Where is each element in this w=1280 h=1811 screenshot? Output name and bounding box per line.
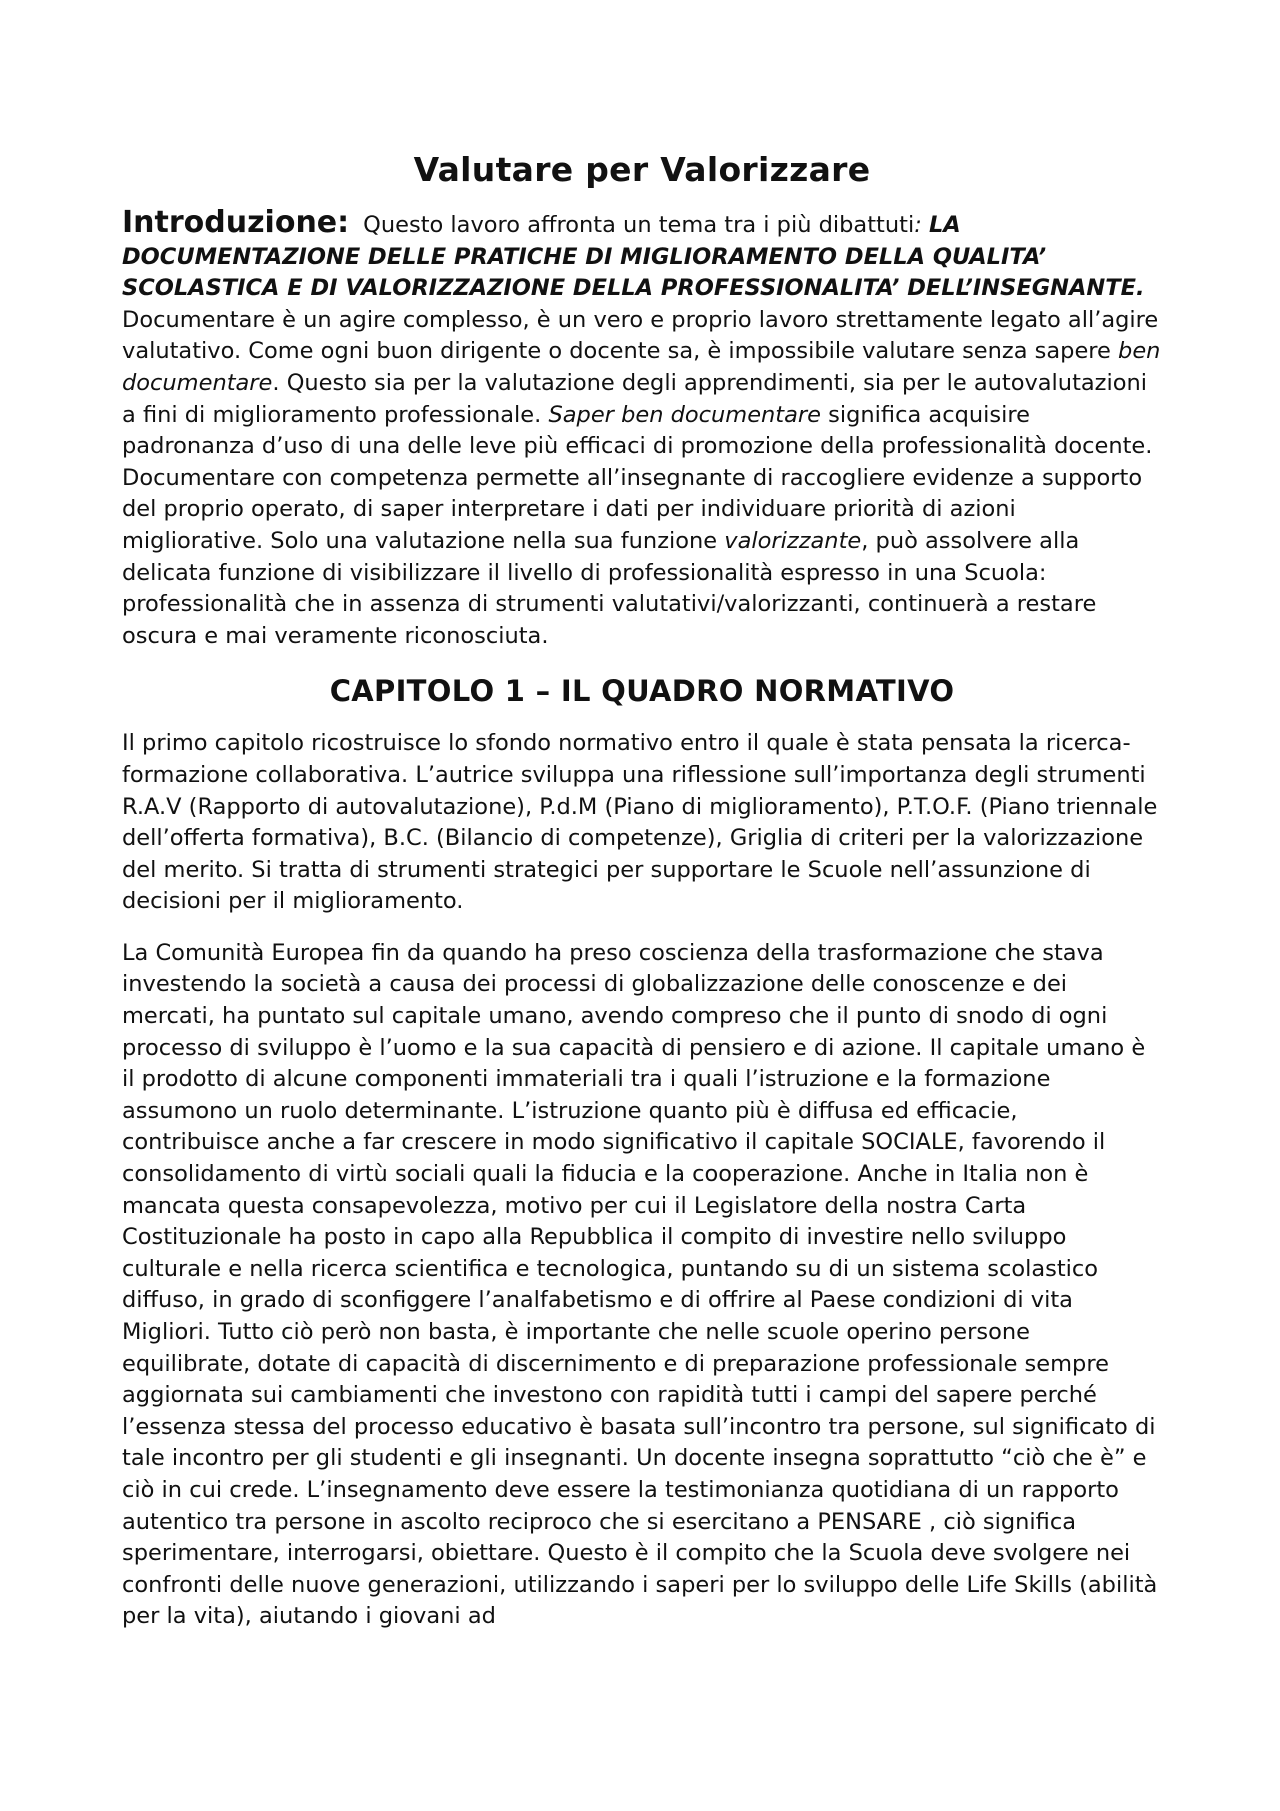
intro-text-1: Documentare è un agire complesso, è un vero e proprio lavoro strettamente legato all’agire valutativo. Come ogni buon dirigente o docente sa, è impossibile valutare senza sapere: [122, 306, 1159, 365]
chapter-1-title: CAPITOLO 1 – IL QUADRO NORMATIVO: [329, 674, 955, 709]
intro-text-4: , può assolvere alla delicata funzione di visibilizzare il livello di professionalità espresso in una Scuola: professionalità che in assenza di strumenti valutativi/valorizzanti, continuerà a restare oscura e mai veramente riconosciuta.: [122, 527, 1097, 649]
intro-highlight: LA DOCUMENTAZIONE DELLE PRATICHE DI MIGLIORAMENTO DELLA QUALITA’ SCOLASTICA E DI VALORIZZAZIONE DELLA PROFESSIONALITA’ DELL’INSEGNANTE.: [122, 212, 1145, 302]
intro-lead: Questo lavoro affronta un tema tra i più dibattuti: [363, 212, 915, 238]
chapter-1-paragraph-2: La Comunità Europea fin da quando ha preso coscienza della trasformazione che stava investendo la società a causa dei processi di globalizzazione delle conoscenze e dei mercati, ha puntato sul capitale umano, avendo compreso che il punto di snodo di ogni processo di sviluppo è l’uomo e la sua capacità di pensiero e di azione. Il capitale umano è il prodotto di alcune componenti immateriali tra i quali l’istruzione e la formazione assumono un ruolo determinante. L’istruzione quanto più è diffusa ed efficacie, contribuisce anche a far crescere in modo significativo il capitale SOCIALE, favorendo il consolidamento di virtù sociali quali la fiducia e la cooperazione. Anche in Italia non è mancata questa consapevolezza, motivo per cui il Legislatore della nostra Carta Costituzionale ha posto in capo alla Repubblica il compito di investire nello sviluppo culturale e nella ricerca scientifica e tecnologica, puntando su di un sistema scolastico diffuso, in grado di sconfiggere l’analfabetismo e di offrire al Paese condizioni di vita Migliori. Tutto ciò però non basta, è importante che nelle scuole operino persone equilibrate, dotate di capacità di discernimento e di preparazione professionale sempre aggiornata sui cambiamenti che investono con rapidità tutti i campi del sapere perché l’essenza stessa del processo educativo è basata sull’incontro tra persone, sul significato di tale incontro per gli studenti e gli insegnanti. Un docente insegna soprattutto “ciò che è” e ciò in cui crede. L’insegnamento deve essere la testimonianza quotidiana di un rapporto autentico tra persone in ascolto reciproco che si esercitano a PENSARE , ciò significa sperimentare, interrogarsi, obiettare. Questo è il compito che la Scuola deve svolgere nei confronti delle nuove generazioni, utilizzando i saperi per lo sviluppo delle Life Skills (abilità per la vita), aiutando i giovani ad: [122, 939, 1158, 1630]
intro-italic-2: Saper ben documentare: [548, 401, 822, 428]
intro-text-3: significa acquisire padronanza d’uso di una delle leve più efficaci di promozione della professionalità docente. Documentare con competenza permette all’insegnante di raccogliere evidenze a supporto del proprio operato, di saper interpretare i dati per individuare priorità di azioni migliorative. Solo una valutazione nella sua funzione: [122, 401, 1153, 554]
intro-italic-3: valorizzante: [724, 527, 862, 554]
intro-label: Introduzione:: [122, 205, 350, 240]
document-title: Valutare per Valorizzare: [413, 150, 871, 189]
intro-paragraph: [122, 207, 1162, 652]
chapter-1-paragraph-1: Il primo capitolo ricostruisce lo sfondo normativo entro il quale è stata pensata la ricerca-formazione collaborativa. L’autrice sviluppa una riflessione sull’importanza degli strumenti R.A.V (Rapporto di autovalutazione), P.d.M (Piano di miglioramento), P.T.O.F. (Piano triennale dell’offerta formativa), B.C. (Bilancio di competenze), Griglia di criteri per la valorizzazione del merito. Si tratta di strumenti strategici per supportare le Scuole nell’assunzione di decisioni per il miglioramento.: [122, 730, 1158, 915]
intro-lead-colon: :: [914, 212, 929, 238]
intro-italic-1: ben documentare: [122, 338, 1161, 396]
intro-text-2: . Questo sia per la valutazione degli apprendimenti, sia per le autovalutazioni a fini di miglioramento professionale.: [122, 369, 1148, 428]
